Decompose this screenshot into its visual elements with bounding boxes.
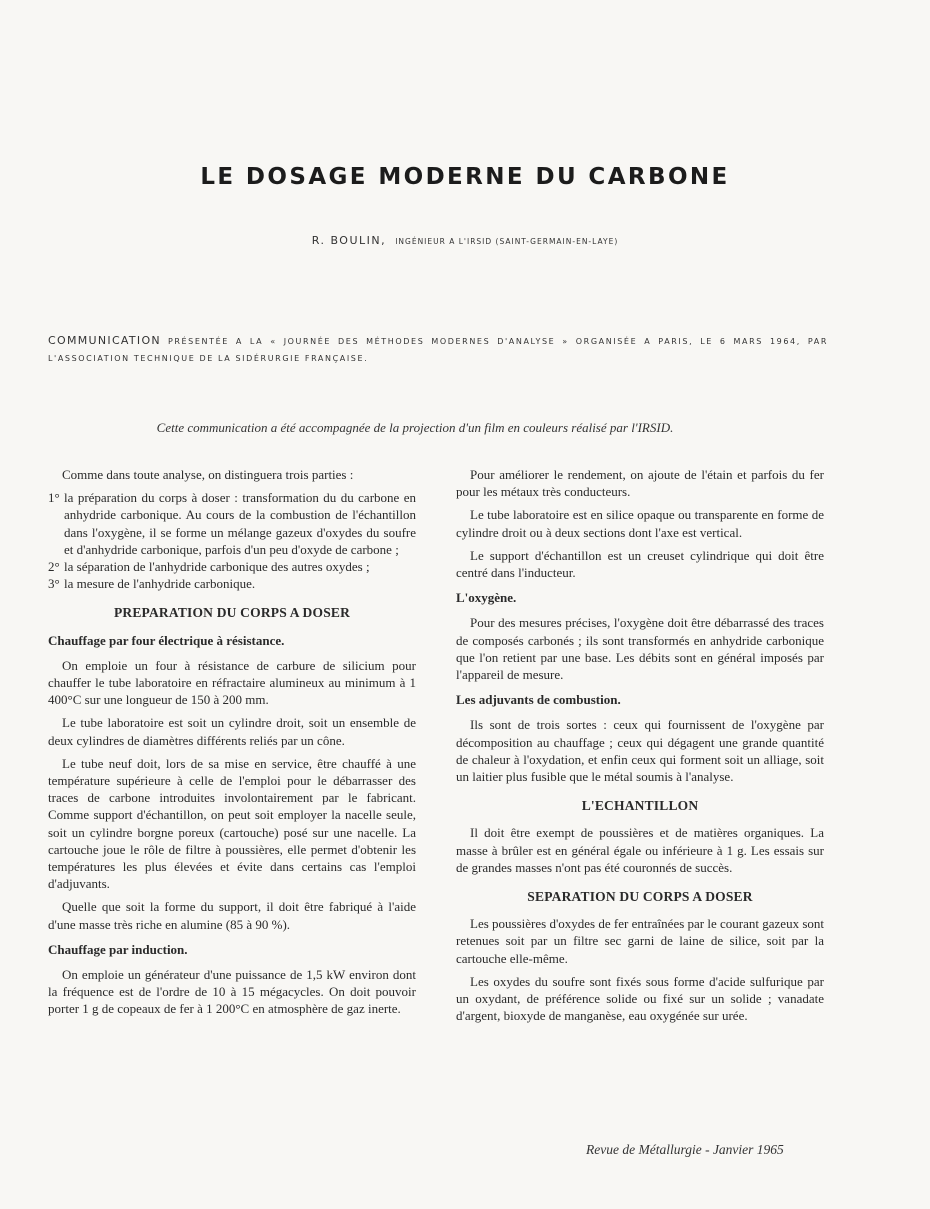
paragraph: Il doit être exempt de poussières et de matières organiques. La masse à brûler est en général égale ou inférieure à 1 g. Les essais sur de grandes masses n'ont pas été couronnés de succès. [456,825,824,875]
section-heading-preparation: PREPARATION DU CORPS A DOSER [113,605,351,621]
list-item [48,558,416,575]
paragraph: Ils sont de trois sortes : ceux qui fournissent de l'oxygène par décomposition au chauffage ; ceux qui dégagent une grande quantité de chaleur à l'oxydation, et enfin ceux qui forment soit un alliage, soit un laitier plus fusible que le métal soumis à l'analyse. [456,717,824,785]
paragraph: On emploie un four à résistance de carbure de silicium pour chauffer le tube laboratoire en réfractaire alumineux au minimum à 1 400°C sur une longueur de 150 à 200 mm. [48,657,416,708]
communication-lead: COMMUNICATION [48,334,161,347]
list-item [48,575,416,592]
right-column [456,466,824,1030]
paragraph: Le tube laboratoire est en silice opaque ou transparente en forme de cylindre droit ou à deux sections dont l'axe est vertical. [456,507,824,540]
paragraph: Les oxydes du soufre sont fixés sous forme d'acide sulfurique par un oxydant, de préférence solide ou fixé sur un solide ; vanadate d'argent, bioxyde de manganèse, eau oxygénée sur urée. [456,973,824,1024]
author-name: R. BOULIN, [311,234,387,247]
paragraph: Les poussières d'oxydes de fer entraînées par le courant gazeux sont retenues soit par un filtre sec garni de laine de silice, soit par la cartouche elle-même. [456,916,824,966]
paragraph: Le tube neuf doit, lors de sa mise en service, être chauffé à une température supérieure à celle de l'emploi pour le débarrasser des traces de carbone introduites involontairement par le fabricant. Comme support d'échantillon, on peut soit employer la nacelle seule, soit un cylindre borgne poreux (cartouche) posé sur une nacelle. La cartouche joue le rôle de filtre à poussières, elle permet d'obtenir les températures les plus élevées et évite dans certains cas l'emploi d'adjuvants. [48,755,416,892]
list-text: la séparation de l'anhydride carbonique des autres oxydes ; [64,559,370,575]
list-text: la mesure de l'anhydride carbonique. [64,576,256,592]
list-number: 2° [48,559,60,575]
list-text: la préparation du corps à doser : transformation du du carbone en anhydride carbonique. Au cours de la combustion de l'échantillon dans l'oxygène, il se forme un mélange gazeux d'oxydes du soufre et d'anhydride carbonique, parfois d'un peu d'oxyde de carbone ; [64,490,416,557]
journal-footer: Revue de Métallurgie - Janvier 1965 [586,1142,784,1157]
parts-list [48,489,416,592]
section-heading-sample: L'ECHANTILLON [581,798,699,814]
list-number: 1° [48,490,60,506]
paragraph: Le tube laboratoire est soit un cylindre droit, soit un ensemble de deux cylindres de diamètres différents reliés par un cône. [48,715,416,748]
communication-note [48,332,828,367]
subheading-adjuvants: Les adjuvants de combustion. [456,692,621,708]
subheading-resistance: Chauffage par four électrique à résistance. [48,632,285,648]
intro-paragraph: Comme dans toute analyse, on distinguera trois parties : [62,467,354,482]
film-note: Cette communication a été accompagnée de la projection d'un film en couleurs réalisé par l'IRSID. [156,420,674,435]
left-column [48,466,416,1024]
list-item [48,489,416,558]
paragraph: Le support d'échantillon est un creuset cylindrique qui doit être centré dans l'inducteur. [456,547,824,581]
section-heading-separation: SEPARATION DU CORPS A DOSER [527,889,753,905]
article-title: LE DOSAGE MODERNE DU CARBONE [200,164,730,190]
subheading-induction: Chauffage par induction. [48,941,188,957]
paragraph: Pour des mesures précises, l'oxygène doit être débarrassé des traces de composés carbonés ; ils sont transformés en anhydride carbonique que l'on retient par une base. Les débits sont en général imposés par l'appareil de mesure. [456,615,824,683]
paragraph: Pour améliorer le rendement, on ajoute de l'étain et parfois du fer pour les métaux très conducteurs. [456,467,824,500]
paragraph: On emploie un générateur d'une puissance de 1,5 kW environ dont la fréquence est de l'ordre de 10 à 15 mégacycles. On doit pouvoir porter 1 g de copeaux de fer à 1 200°C en atmosphère de gaz inerte. [48,967,416,1017]
author-affiliation: INGÉNIEUR A L'IRSID (SAINT-GERMAIN-EN-LAYE) [395,237,619,246]
author-line [0,229,930,248]
subheading-oxygen: L'oxygène. [456,590,517,606]
list-number: 3° [48,576,60,592]
paragraph: Quelle que soit la forme du support, il doit être fabriqué à l'aide d'une masse très riche en alumine (85 à 90 %). [48,899,416,932]
communication-text: PRÉSENTÉE A LA « JOURNÉE DES MÉTHODES MODERNES D'ANALYSE » ORGANISÉE A PARIS, LE 6 MARS 1964, PAR L'ASSOCIATION TECHNIQUE DE LA SIDÉRURGIE FRANÇAISE. [48,337,828,363]
